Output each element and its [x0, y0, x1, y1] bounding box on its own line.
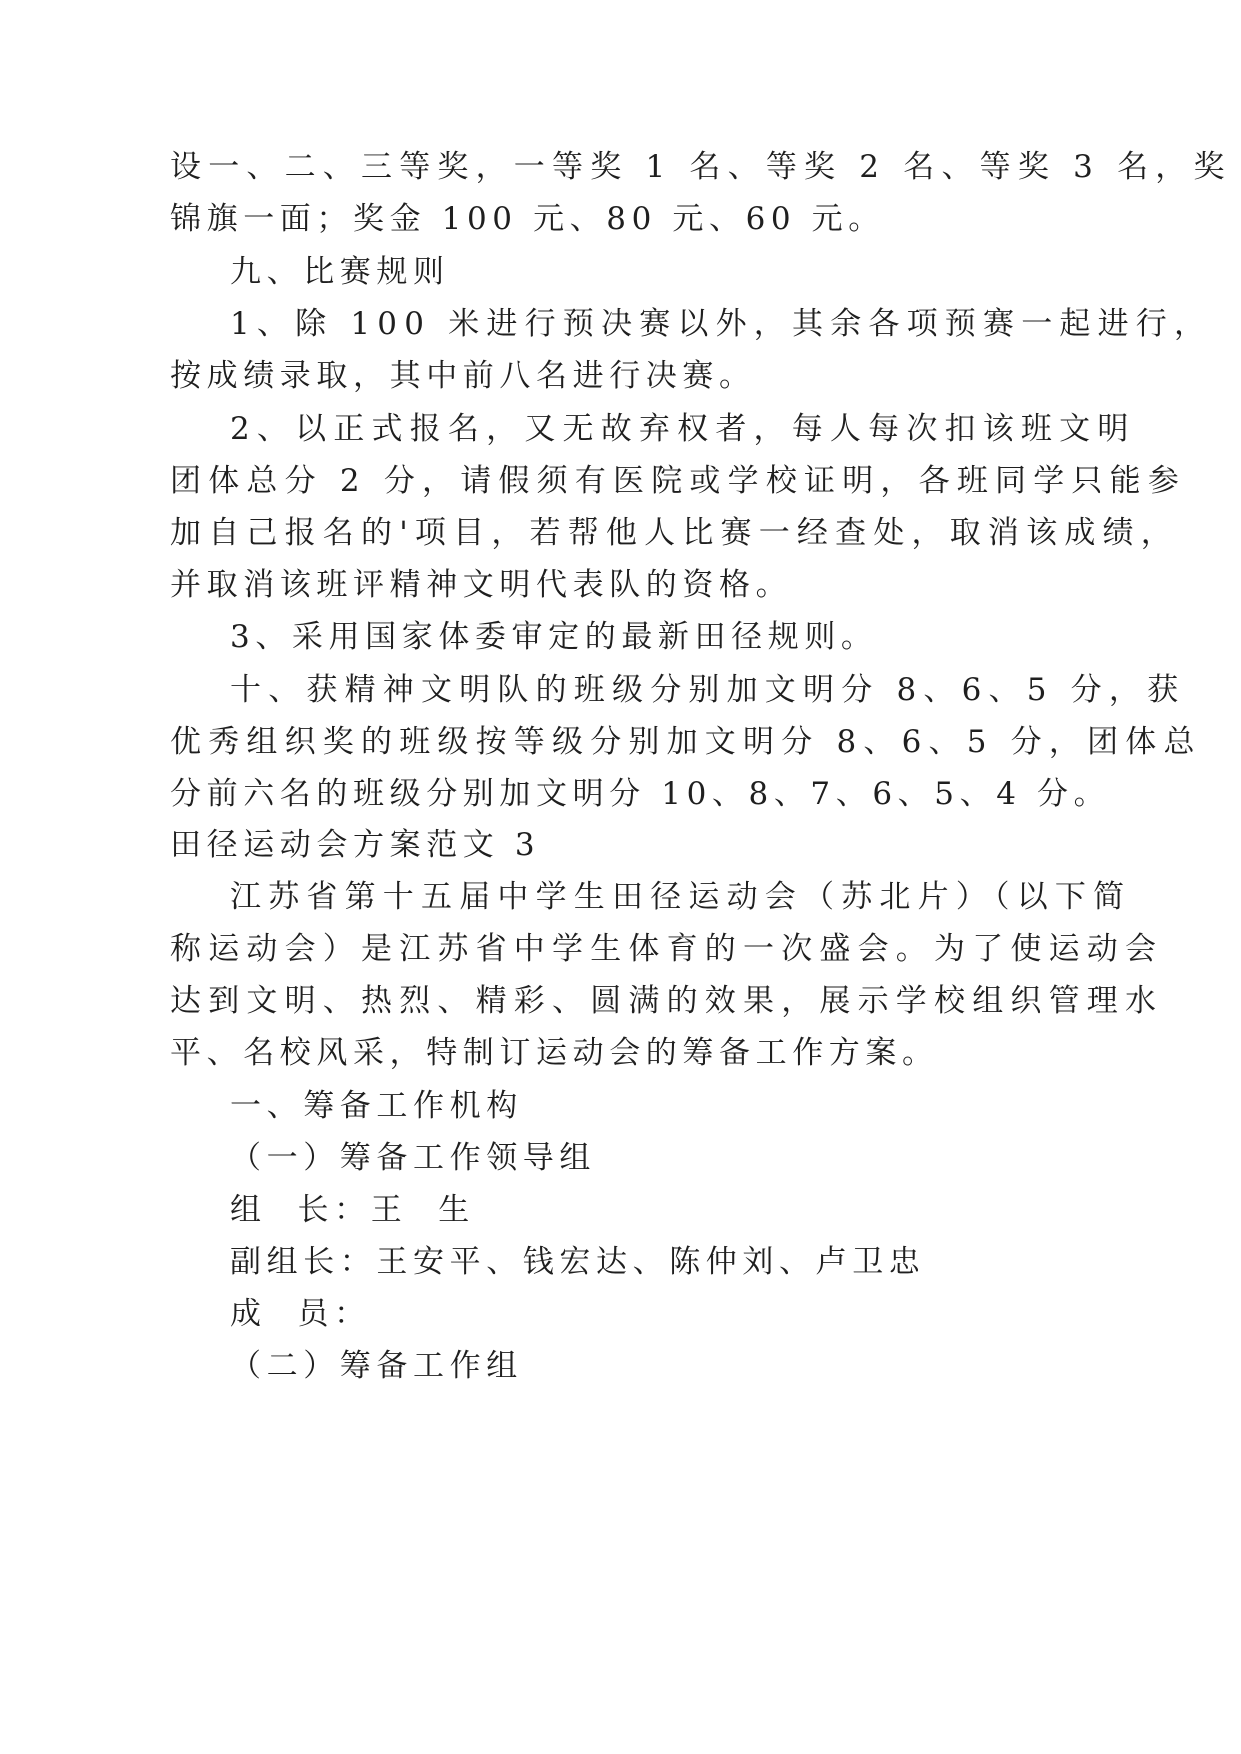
text-line: 组 长：王 生	[230, 1192, 475, 1228]
text-line: 2、以正式报名，又无故弃权者，每人每次扣该班文明	[230, 411, 1136, 447]
text-line: （一）筹备工作领导组	[230, 1140, 596, 1176]
text-line: 成 员：	[230, 1296, 371, 1332]
text-line: 1、除 100 米进行预决赛以外，其余各项预赛一起进行，	[230, 306, 1213, 342]
text-line: 分前六名的班级分别加文明分 10、8、7、6、5、4 分。	[170, 776, 1111, 812]
text-line: （二）筹备工作组	[230, 1348, 523, 1384]
text-line: 副组长：王安平、钱宏达、陈仲刘、卢卫忠	[230, 1244, 926, 1280]
text-line: 3、采用国家体委审定的最新田径规则。	[230, 619, 878, 655]
text-line: 一、筹备工作机构	[230, 1088, 523, 1124]
text-line: 十、获精神文明队的班级分别加文明分 8、6、5 分，获	[230, 672, 1186, 708]
text-line: 并取消该班评精神文明代表队的资格。	[170, 567, 793, 603]
text-line: 按成绩录取，其中前八名进行决赛。	[170, 358, 756, 394]
text-line: 设一、二、三等奖，一等奖 1 名、等奖 2 名、等奖 3 名，奖	[170, 149, 1232, 185]
text-line: 九、比赛规则	[230, 254, 450, 290]
text-line: 称运动会）是江苏省中学生体育的一次盛会。为了使运动会	[170, 931, 1164, 967]
text-line: 锦旗一面；奖金 100 元、80 元、60 元。	[170, 201, 885, 237]
text-line: 达到文明、热烈、精彩、圆满的效果，展示学校组织管理水	[170, 983, 1164, 1019]
text-line: 江苏省第十五届中学生田径运动会（苏北片）（以下简	[230, 879, 1132, 915]
text-line: 团体总分 2 分，请假须有医院或学校证明，各班同学只能参	[170, 463, 1187, 499]
section-title: 田径运动会方案范文 3	[170, 827, 541, 863]
text-line: 加自己报名的'项目，若帮他人比赛一经查处，取消该成绩，	[170, 515, 1179, 551]
text-line: 平、名校风采，特制订运动会的筹备工作方案。	[170, 1035, 939, 1071]
text-line: 优秀组织奖的班级按等级分别加文明分 8、6、5 分，团体总	[170, 724, 1202, 760]
